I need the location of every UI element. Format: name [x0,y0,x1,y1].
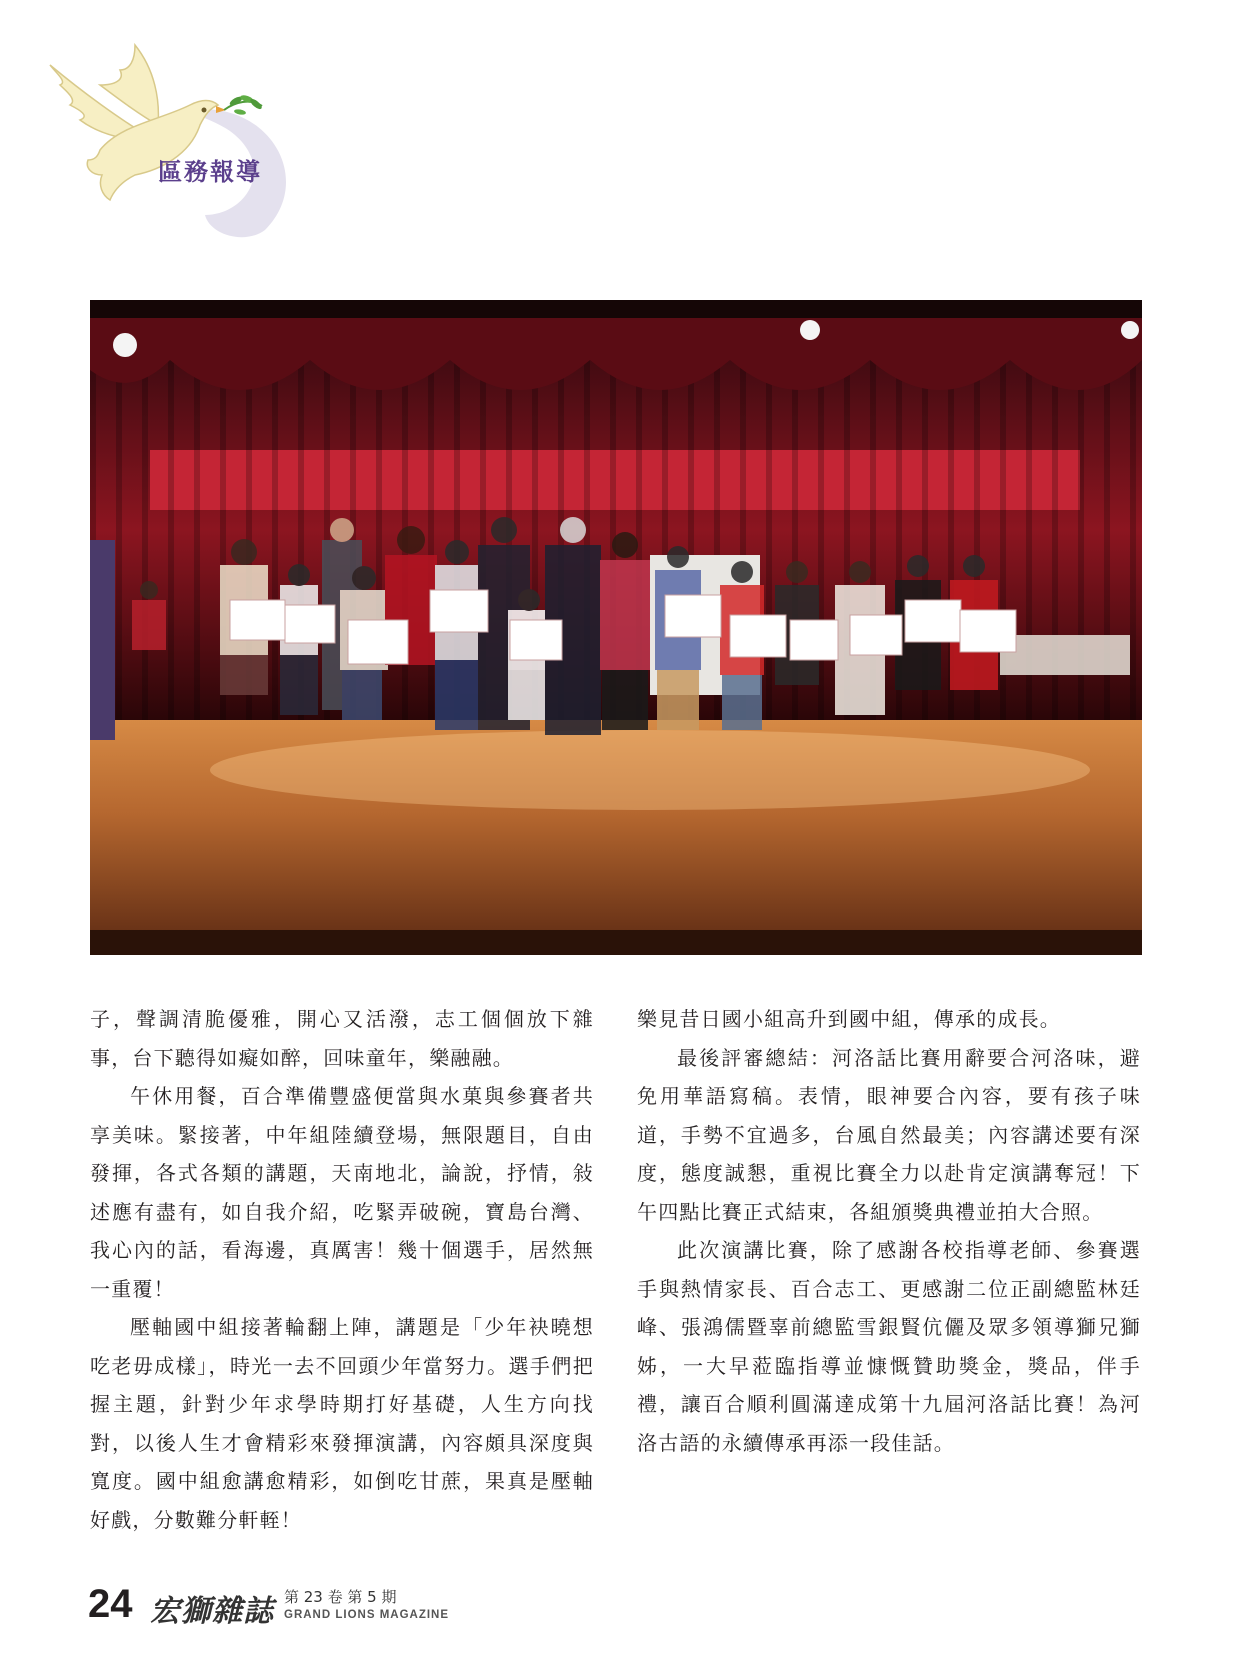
magazine-name-en: GRAND LIONS MAGAZINE [284,1609,450,1621]
section-emblem [40,30,300,240]
paragraph: 最後評審總結：河洛話比賽用辭要合河洛味，避免用華語寫稿。表情，眼神要合內容，要有孩子味道，手勢不宜過多，台風自然最美；內容講述要有深度，態度誠懇，重視比賽全力以赴肯定演講奪冠！下午四點比賽正式結束，各組頒獎典禮並拍大合照。 [637,1045,1141,1224]
article-right-column [637,1000,1141,1462]
dove-icon [40,30,300,240]
paragraph: 壓軸國中組接著輪翻上陣，講題是「少年袂曉想吃老毋成樣」，時光一去不回頭少年當努力。選手們把握主題，針對少年求學時期打好基礎，人生方向找對，以後人生才會精彩來發揮演講，內容頗具深度與寬度。國中組愈講愈精彩，如倒吃甘蔗，果真是壓軸好戲，分數難分軒輊！ [90,1315,594,1532]
paragraph: 此次演講比賽，除了感謝各校指導老師、參賽選手與熱情家長、百合志工、更感謝二位正副總監林廷峰、張鴻儒暨辜前總監雪銀賢伉儷及眾多領導獅兄獅姊，一大早蒞臨指導並慷慨贊助獎金，獎品，伴手禮，讓百合順利圓滿達成第十九屆河洛話比賽！為河洛古語的永續傳承再添一段佳話。 [637,1238,1141,1455]
paragraph: 午休用餐，百合準備豐盛便當與水菓與參賽者共享美味。緊接著，中年組陸續登場，無限題目，自由發揮，各式各類的講題，天南地北，論說，抒情，敍述應有盡有，如自我介紹，吃緊弄破碗，寶島台灣、我心內的話，看海邊，真厲害！幾十個選手，居然無一重覆！ [90,1084,594,1301]
event-group-photo [90,300,1142,955]
article-left-column [90,1000,594,1539]
issue-info: 第 23 卷 第 5 期 [284,1588,397,1606]
page-footer [88,1582,688,1642]
olive-branch-icon [224,94,263,116]
magazine-logo: 宏獅雜誌 [150,1594,274,1629]
page-number: 24 [88,1582,133,1626]
paragraph: 子，聲調清脆優雅，開心又活潑，志工個個放下雜事，台下聽得如癡如醉，回味童年，樂融融。 [90,1007,594,1070]
section-title: 區務報導 [158,158,262,186]
paragraph: 樂見昔日國小組高升到國中組，傳承的成長。 [637,1007,1061,1031]
